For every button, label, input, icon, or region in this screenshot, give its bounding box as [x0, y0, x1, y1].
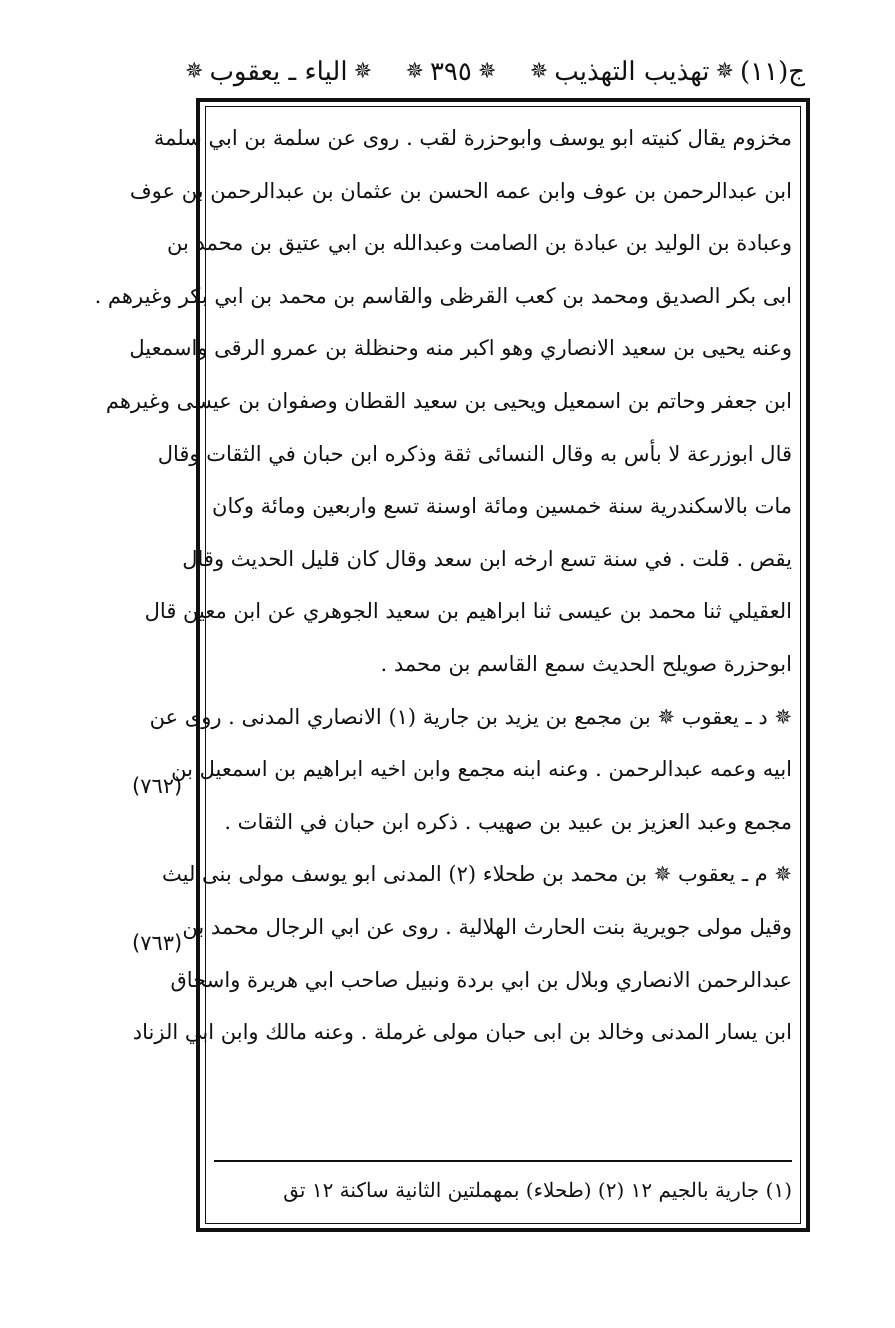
- entry-heading-line: ✵ د ـ يعقوب ✵ بن مجمع بن يزيد بن جارية (١) الانصاري المدنى . روى عن: [149, 704, 792, 729]
- footnote-divider: [214, 1160, 792, 1162]
- text-line: ابى بكر الصديق ومحمد بن كعب القرظى والقاسم بن محمد بن ابي بكر وغيرهم .: [94, 283, 792, 308]
- ornament-icon: ✵: [477, 59, 497, 84]
- header-section: [185, 52, 372, 92]
- volume-label: ج(١١): [739, 57, 805, 87]
- entry-heading-line: ✵ م ـ يعقوب ✵ بن محمد بن طحلاء (٢) المدنى ابو يوسف مولى بنى ليث: [161, 862, 792, 887]
- section-title: الياء ـ يعقوب: [209, 57, 348, 87]
- ornament-icon: ✵: [715, 59, 734, 84]
- text-line: وعبادة بن الوليد بن عبادة بن الصامت وعبدالله بن ابي عتيق بن محمد بن: [166, 231, 792, 256]
- text-line: ابيه وعمه عبدالرحمن . وعنه ابنه مجمع وابن اخيه ابراهيم بن اسمعيل بن: [171, 757, 792, 782]
- text-line: العقيلي ثنا محمد بن عيسى ثنا ابراهيم بن سعيد الجوهري عن ابن معين قال: [144, 599, 792, 624]
- text-line: عبدالرحمن الانصاري وبلال بن ابي بردة ونبيل صاحب ابي هريرة واسحاق: [170, 967, 792, 992]
- footnote: (١) جارية بالجيم ١٢ (٢) (طحلاء) بمهملتين الثانية ساكنة ١٢ تق: [283, 1178, 792, 1202]
- header-volume-title: [530, 52, 805, 92]
- text-line: ابن يسار المدنى وخالد بن ابى حبان مولى غرملة . وعنه مالك وابن ابي الزناد: [132, 1020, 792, 1045]
- entry-number: (٧٦٢): [132, 774, 183, 798]
- text-line: ابن عبدالرحمن بن عوف وابن عمه الحسن بن عثمان بن عبدالرحمن بن عوف: [129, 178, 792, 203]
- text-line: ابوحزرة صويلح الحديث سمع القاسم بن محمد .: [380, 651, 792, 676]
- text-line: يقص . قلت . في سنة تسع ارخه ابن سعد وقال كان قليل الحديث وقال: [182, 546, 792, 571]
- text-line: مجمع وعبد العزيز بن عبيد بن صهيب . ذكره ابن حبان في الثقات .: [224, 809, 792, 834]
- text-line: ابن جعفر وحاتم بن اسمعيل ويحيى بن سعيد القطان وصفوان بن عيسى وغيرهم: [105, 388, 792, 413]
- ornament-icon: ✵: [185, 59, 204, 84]
- text-line: مات بالاسكندرية سنة خمسين ومائة اوسنة تسع واربعين ومائة وكان: [212, 494, 792, 519]
- ornament-icon: ✵: [405, 59, 424, 84]
- book-title: تهذيب التهذيب: [554, 57, 710, 87]
- entry-number: (٧٦٣): [132, 931, 183, 955]
- page-header: [185, 52, 805, 92]
- page-number: ٣٩٥: [429, 57, 472, 87]
- ornament-icon: ✵: [353, 59, 373, 84]
- ornament-icon: ✵: [529, 59, 549, 84]
- text-line: مخزوم يقال كنيته ابو يوسف وابوحزرة لقب . روى عن سلمة بن ابي سلمة: [153, 126, 792, 150]
- header-page: [406, 52, 497, 92]
- text-line: وعنه يحيى بن سعيد الانصاري وهو اكبر منه وحنظلة بن عمرو الرقى واسمعيل: [129, 336, 792, 361]
- text-line: قال ابوزرعة لا بأس به وقال النسائى ثقة وذكره ابن حبان في الثقات وقال: [157, 441, 792, 466]
- text-line: وقيل مولى جويرية بنت الحارث الهلالية . روى عن ابي الرجال محمد بن: [182, 914, 792, 939]
